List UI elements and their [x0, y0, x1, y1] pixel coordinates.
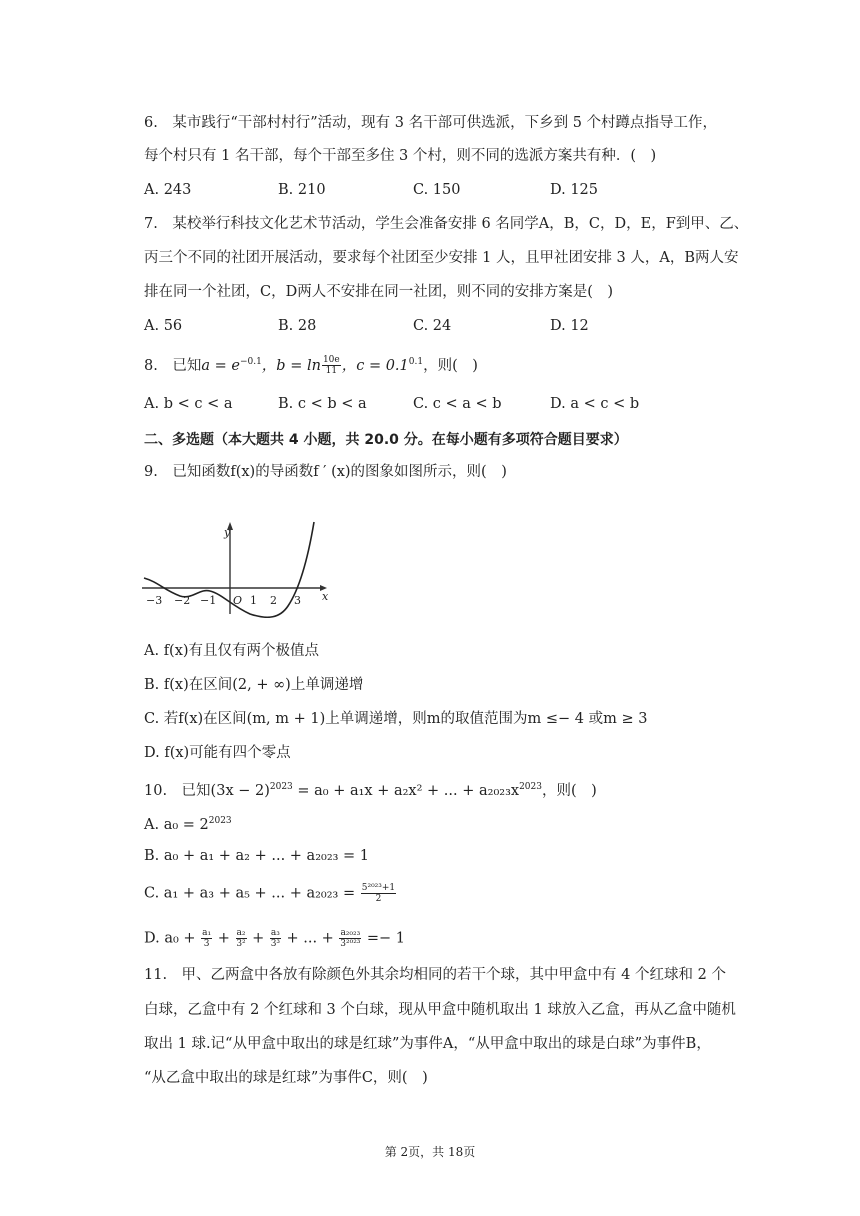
q10-option-a-text: A. a₀ = 2	[144, 816, 209, 833]
graph-tick-neg1: −1	[200, 594, 217, 607]
derivative-graph	[140, 518, 330, 618]
q10-stem	[144, 777, 597, 801]
q9-option-b: B. f(x)在区间(2, + ∞)上单调递增	[144, 677, 364, 693]
frac-2-numerator: a₂	[236, 928, 246, 938]
frac-3-numerator: a₃	[270, 928, 280, 938]
q10-option-b: B. a₀ + a₁ + a₂ + ... + a₂₀₂₃ = 1	[144, 848, 370, 864]
graph-y-label: y	[224, 526, 231, 539]
q10-option-d-frac-1	[201, 928, 212, 949]
q9-stem: 9. 已知函数f(x)的导函数f ′ (x)的图象如图所示，则( )	[144, 464, 507, 480]
q10-stem-expansion: = a₀ + a₁x + a₂x² + ... + a₂₀₂₃x	[292, 782, 520, 799]
q6-option-c: C. 150	[413, 182, 461, 198]
q6-line-1: 6. 某市践行“干部村村行”活动，现有 3 名干部可供选派，下乡到 5 个村蹲点指导工作，	[144, 115, 718, 131]
q8-b-def: ，b = ln	[261, 357, 321, 374]
frac-1-numerator: a₁	[202, 928, 212, 938]
q6-line-2: 每个村只有 1 名干部，每个干部至多住 3 个村，则不同的选派方案共有种．( )	[144, 148, 657, 164]
plus-sign-1: +	[217, 930, 230, 947]
q8-option-d: D. a < c < b	[550, 396, 640, 412]
q7-option-a: A. 56	[144, 318, 183, 334]
q7-option-b: B. 28	[278, 318, 317, 334]
q7-option-c: C. 24	[413, 318, 452, 334]
q8-c-def: ，c = 0.1	[341, 357, 409, 374]
q8-b-numerator: 10e	[322, 355, 340, 366]
q11-line-1: 11. 甲、乙两盒中各放有除颜色外其余均相同的若干个球，其中甲盒中有 4 个红球和 2 个	[144, 967, 726, 983]
graph-tick-3: 3	[294, 594, 301, 607]
q11-line-2: 白球，乙盒中有 2 个红球和 3 个白球，现从甲盒中随机取出 1 球放入乙盒，再从乙盒中随机	[144, 1002, 736, 1018]
graph-tick-neg3: −3	[146, 594, 163, 607]
q7-line-1: 7. 某校举行科技文化艺术节活动，学生会准备安排 6 名同学A，B，C，D，E，F到甲、乙、	[144, 216, 749, 232]
section-heading-multiple-choice: 二、多选题（本大题共 4 小题，共 20.0 分。在每小题有多项符合题目要求）	[144, 432, 628, 448]
q8-prefix: 8. 已知	[144, 357, 202, 374]
q10-option-c-fraction	[361, 883, 396, 904]
q8-stem	[144, 352, 478, 376]
q10-option-d-end: =− 1	[366, 930, 405, 947]
graph-tick-2: 2	[270, 594, 277, 607]
graph-tick-neg2: −2	[174, 594, 191, 607]
q10-option-c-numerator: 5²⁰²³+1	[361, 883, 396, 893]
frac-4-numerator: a₂₀₂₃	[340, 928, 361, 938]
q7-option-d: D. 12	[550, 318, 589, 334]
q8-a-exponent: −0.1	[239, 357, 262, 367]
q10-option-a-exponent: 2023	[208, 816, 232, 826]
q10-option-a	[144, 811, 232, 835]
q8-suffix: ，则( )	[423, 357, 478, 374]
q11-line-3: 取出 1 球.记“从甲盒中取出的球是红球”为事件A，“从甲盒中取出的球是白球”为事件B，	[144, 1036, 711, 1052]
q9-option-c: C. 若f(x)在区间(m, m + 1)上单调递增，则m的取值范围为m ≤− 4 或m ≥ 3	[144, 711, 648, 727]
q10-option-d-frac-2	[236, 928, 247, 949]
q10-option-d-ellipsis: + ... +	[286, 930, 334, 947]
q10-option-d-frac-3	[270, 928, 281, 949]
q10-option-c-text: C. a₁ + a₃ + a₅ + ... + a₂₀₂₃ =	[144, 885, 356, 902]
q7-line-3: 排在同一个社团，C，D两人不安排在同一社团，则不同的安排方案是( )	[144, 284, 614, 300]
frac-1-denominator: 3	[203, 939, 210, 949]
q10-stem-exponent-2: 2023	[519, 782, 542, 792]
q10-stem-exponent: 2023	[269, 782, 293, 792]
page-footer: 第 2页，共 18页	[384, 1145, 476, 1159]
q11-line-4: “从乙盒中取出的球是红球”为事件C，则( )	[144, 1070, 428, 1086]
q8-b-denominator: 11	[325, 366, 338, 377]
q10-stem-end: ，则( )	[541, 782, 597, 799]
graph-tick-1: 1	[250, 594, 257, 607]
q8-option-b: B. c < b < a	[278, 396, 367, 412]
q10-option-c-denominator: 2	[375, 894, 382, 904]
graph-origin-label: O	[233, 594, 243, 607]
q10-option-d-frac-4	[339, 928, 361, 949]
q6-option-d: D. 125	[550, 182, 599, 198]
q6-option-b: B. 210	[278, 182, 326, 198]
q8-a-def: a = e	[201, 357, 240, 374]
q9-option-d: D. f(x)可能有四个零点	[144, 745, 291, 761]
q8-c-exponent: 0.1	[408, 357, 424, 367]
plus-sign-2: +	[252, 930, 265, 947]
q9-option-a: A. f(x)有且仅有两个极值点	[144, 643, 320, 659]
q7-line-2: 丙三个不同的社团开展活动，要求每个社团至少安排 1 人，且甲社团安排 3 人，A，B两人安	[144, 250, 739, 266]
q10-option-c	[144, 883, 397, 904]
q6-option-a: A. 243	[144, 182, 192, 198]
q8-option-c: C. c < a < b	[413, 396, 502, 412]
frac-3-denominator: 3³	[270, 939, 281, 949]
graph-x-label: x	[322, 590, 329, 603]
q8-option-a: A. b < c < a	[144, 396, 233, 412]
q8-b-fraction	[322, 355, 341, 376]
frac-4-denominator: 3²⁰²³	[340, 939, 361, 949]
q10-option-d	[144, 928, 405, 949]
frac-2-denominator: 3²	[236, 939, 246, 949]
q10-stem-start: 10. 已知(3x − 2)	[144, 782, 270, 799]
q10-option-d-start: D. a₀ +	[144, 930, 196, 947]
